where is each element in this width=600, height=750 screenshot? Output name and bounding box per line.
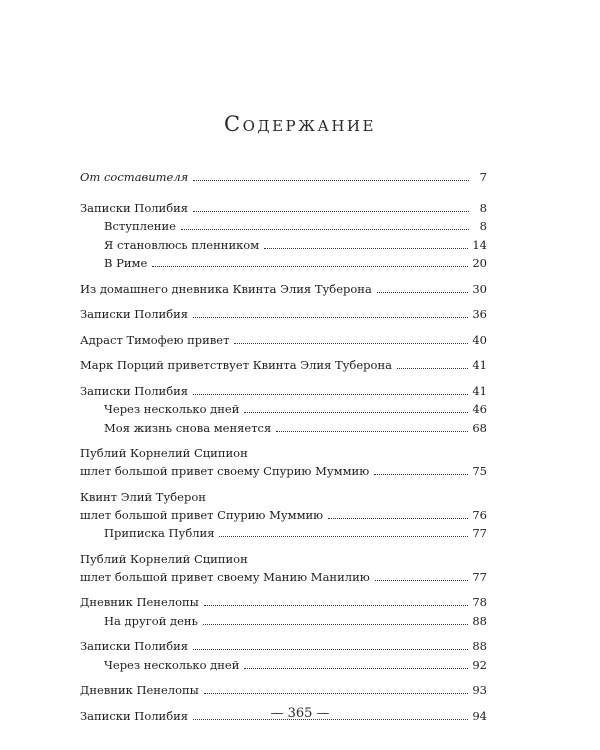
toc-group — [80, 280, 487, 299]
toc-entry-title: Записки Полибия — [80, 200, 189, 215]
toc-entry — [80, 681, 487, 700]
toc-entry-page: 8 — [479, 200, 487, 215]
toc-entry — [80, 462, 487, 481]
toc-entry-title: Записки Полибия — [80, 307, 189, 321]
toc-entry-page: 92 — [472, 657, 487, 672]
toc-subentry — [80, 419, 487, 438]
toc-entry-title: Через несколько дней — [104, 402, 240, 416]
toc-entry-page: 78 — [472, 595, 487, 609]
dot-leader — [219, 532, 468, 537]
dot-leader — [203, 620, 469, 625]
toc-entry-page: 76 — [472, 507, 487, 522]
toc-group — [80, 681, 487, 700]
toc-entry — [80, 593, 487, 612]
dot-leader — [193, 390, 468, 395]
toc-entry-heading: Публий Корнелий Сципион — [80, 551, 248, 566]
toc-entry-heading: Публий Корнелий Сципион — [80, 446, 248, 460]
dot-leader — [264, 244, 468, 249]
toc-entry-page: 75 — [472, 464, 487, 478]
toc-entry-page: 68 — [472, 420, 487, 435]
toc-entry-page: 8 — [479, 219, 487, 233]
dot-leader — [193, 207, 469, 212]
table-of-contents — [80, 168, 487, 732]
page-number: — 365 — — [270, 706, 330, 721]
dot-leader — [375, 576, 469, 581]
toc-group — [80, 488, 487, 543]
toc-entry — [80, 199, 487, 218]
toc-entry-title: Записки Полибия — [80, 639, 189, 653]
toc-entry-page: 36 — [472, 307, 487, 321]
toc-entry-page: 30 — [472, 281, 487, 296]
toc-entry-page: 77 — [472, 569, 487, 584]
toc-entry-page: 41 — [472, 383, 487, 398]
page-title: Содержание — [224, 112, 376, 137]
toc-entry-page: 14 — [472, 237, 487, 252]
toc-entry-title: Приписка Публия — [104, 526, 215, 540]
toc-entry-page: 93 — [472, 683, 487, 697]
toc-group — [80, 637, 487, 674]
toc-entry-title: Моя жизнь снова меняется — [104, 420, 272, 435]
toc-entry-title: Записки Полибия — [80, 708, 189, 723]
toc-entry-page: 41 — [472, 358, 487, 372]
toc-entry-title: От составителя — [80, 170, 189, 184]
toc-entry-page: 88 — [472, 639, 487, 653]
toc-entry-title: Вступление — [104, 219, 176, 233]
toc-subentry — [80, 400, 487, 419]
toc-subentry — [80, 656, 487, 675]
dot-leader — [244, 408, 468, 413]
toc-subentry — [80, 236, 487, 255]
toc-entry — [80, 168, 487, 187]
dot-leader — [328, 514, 468, 519]
toc-entry-title: Записки Полибия — [80, 383, 189, 398]
toc-group — [80, 168, 487, 187]
dot-leader — [374, 470, 468, 475]
dot-leader — [397, 364, 468, 369]
toc-group — [80, 382, 487, 438]
dot-leader — [193, 313, 468, 318]
toc-entry-title: Через несколько дней — [104, 657, 240, 672]
toc-entry-title: Из домашнего дневника Квинта Элия Туберона — [80, 281, 372, 296]
toc-entry-page: 46 — [472, 402, 487, 416]
toc-subentry — [80, 524, 487, 543]
toc-entry-heading: Квинт Элий Туберон — [80, 489, 206, 504]
toc-group — [80, 444, 487, 481]
toc-entry — [80, 331, 487, 350]
toc-entry-title: Марк Порций приветствует Квинта Элия Туберона — [80, 358, 392, 372]
dot-leader — [234, 339, 468, 344]
dot-leader — [204, 689, 469, 694]
toc-subentry — [80, 612, 487, 631]
toc-entry-title: На другой день — [104, 613, 198, 628]
toc-entry-title: Дневник Пенелопы — [80, 595, 199, 609]
toc-entry — [80, 382, 487, 401]
toc-entry — [80, 280, 487, 299]
toc-subentry — [80, 217, 487, 236]
dot-leader — [193, 176, 469, 181]
toc-entry-title: Я становлюсь пленником — [104, 237, 260, 252]
dot-leader — [181, 225, 469, 230]
dot-leader — [152, 262, 468, 267]
toc-entry-title: Дневник Пенелопы — [80, 683, 199, 697]
toc-entry-page: 20 — [472, 256, 487, 270]
toc-entry-title: В Риме — [104, 256, 148, 270]
dot-leader — [377, 288, 469, 293]
dot-leader — [276, 427, 468, 432]
toc-entry — [80, 568, 487, 587]
toc-group — [80, 305, 487, 324]
toc-group — [80, 593, 487, 630]
toc-subentry — [80, 254, 487, 273]
toc-entry-page: 7 — [479, 170, 487, 184]
toc-entry-page: 88 — [472, 613, 487, 628]
toc-entry-page: 94 — [472, 708, 487, 723]
toc-entry — [80, 506, 487, 525]
toc-entry-page: 40 — [472, 332, 487, 347]
toc-group — [80, 199, 487, 273]
dot-leader — [204, 601, 469, 606]
toc-entry-title: шлет большой привет своему Спурию Муммию — [80, 464, 370, 478]
dot-leader — [193, 645, 468, 650]
toc-entry — [80, 637, 487, 656]
toc-entry-title: шлет большой привет Спурию Муммию — [80, 507, 324, 522]
toc-entry — [80, 356, 487, 375]
toc-group — [80, 331, 487, 350]
dot-leader — [244, 664, 468, 669]
toc-entry-page: 77 — [472, 526, 487, 540]
toc-group — [80, 550, 487, 587]
toc-group — [80, 356, 487, 375]
toc-entry-title: шлет большой привет своему Манию Манилию — [80, 569, 370, 584]
toc-entry-title: Адраст Тимофею привет — [80, 332, 230, 347]
toc-entry — [80, 305, 487, 324]
